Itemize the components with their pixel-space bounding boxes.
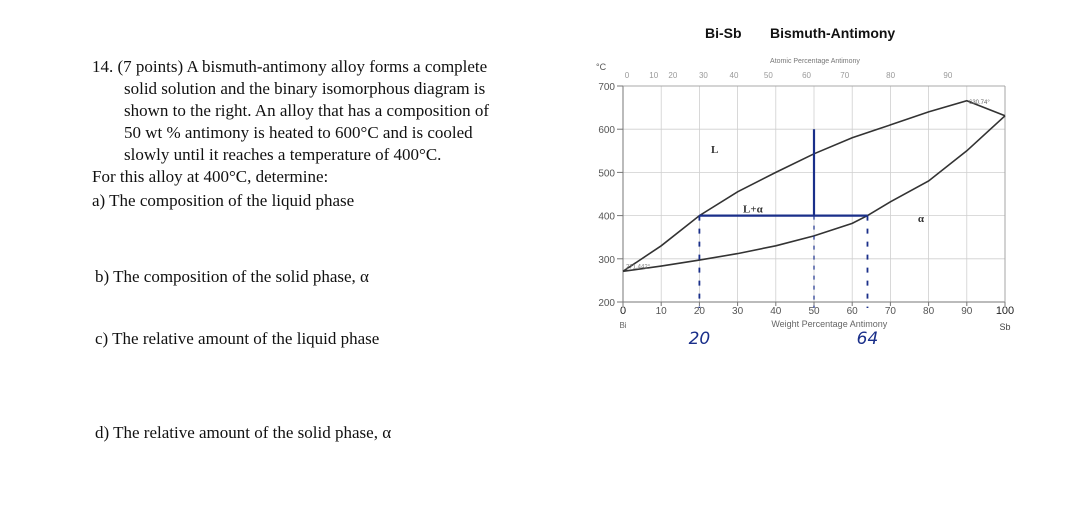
x-tick-label-30: 30	[732, 306, 744, 317]
part-d: d) The relative amount of the solid phase, α	[95, 423, 392, 442]
top-tick-label-30: 30	[698, 71, 708, 80]
top-tick-label-50: 50	[763, 71, 773, 80]
y-tick-label-500: 500	[598, 168, 615, 180]
title-system: Bi-Sb	[705, 25, 742, 41]
x-tick-label-100: 100	[995, 305, 1015, 317]
handwritten-value-64: 64	[856, 329, 879, 349]
question-line-2: solid solution and the binary isomorphous diagram is	[124, 79, 486, 98]
bi-melting-point-label: 271.442°	[626, 264, 651, 271]
x-tick-label-40: 40	[770, 306, 782, 317]
part-c: c) The relative amount of the liquid phase	[95, 329, 380, 348]
x-tick-label-20: 20	[693, 306, 705, 317]
tick-labels	[598, 71, 1014, 332]
question-line-3: shown to the right. An alloy that has a composition of	[124, 101, 489, 120]
question-line-1: 14. (7 points) A bismuth-antimony alloy forms a complete	[92, 57, 488, 76]
phase-label-1: L+α	[743, 203, 763, 216]
x-tick-label-60: 60	[846, 306, 858, 317]
part-b: b) The composition of the solid phase, α	[95, 267, 369, 286]
y-tick-label-200: 200	[598, 298, 615, 309]
part-a: a) The composition of the liquid phase	[92, 191, 355, 210]
title-name: Bismuth-Antimony	[770, 25, 896, 41]
top-tick-label-70: 70	[840, 71, 850, 80]
x-tick-label-80: 80	[923, 306, 935, 317]
y-tick-label-300: 300	[598, 254, 615, 266]
top-tick-label-40: 40	[729, 71, 739, 80]
top-tick-label-60: 60	[802, 71, 811, 80]
top-tick-label-0: 0	[624, 71, 630, 80]
handwritten-value-20: 20	[688, 329, 711, 349]
x-tick-label-70: 70	[884, 306, 896, 317]
phase-label-0: L	[711, 143, 719, 156]
top-tick-label-90: 90	[943, 71, 953, 80]
x-axis-title: Weight Percentage Antimony	[771, 319, 888, 329]
y-tick-label-700: 700	[598, 82, 615, 93]
x-tick-label-50: 50	[808, 306, 820, 317]
y-unit-label: °C	[596, 62, 607, 72]
top-tick-label-80: 80	[886, 71, 896, 80]
phase-label-2: α	[917, 213, 925, 226]
y-tick-label-600: 600	[598, 125, 615, 137]
x-end-label-bi: Bi	[619, 321, 627, 330]
x-tick-label-0: 0	[619, 305, 627, 317]
x-tick-label-10: 10	[655, 306, 667, 317]
sb-melting-point-label: 630.74°	[969, 99, 990, 106]
question-line-4: 50 wt % antimony is heated to 600°C and is cooled	[124, 123, 473, 142]
question-line-5: slowly until it reaches a temperature of 400°C.	[124, 145, 442, 164]
top-tick-label-10: 10	[649, 71, 659, 80]
top-tick-label-20: 20	[668, 71, 678, 80]
x-end-label-sb: Sb	[999, 322, 1011, 332]
x-tick-label-90: 90	[961, 306, 973, 317]
axes	[617, 86, 1005, 306]
question-line-6: For this alloy at 400°C, determine:	[92, 167, 329, 186]
y-tick-label-400: 400	[598, 211, 615, 223]
top-axis-label: Atomic Percentage Antimony	[770, 58, 860, 65]
